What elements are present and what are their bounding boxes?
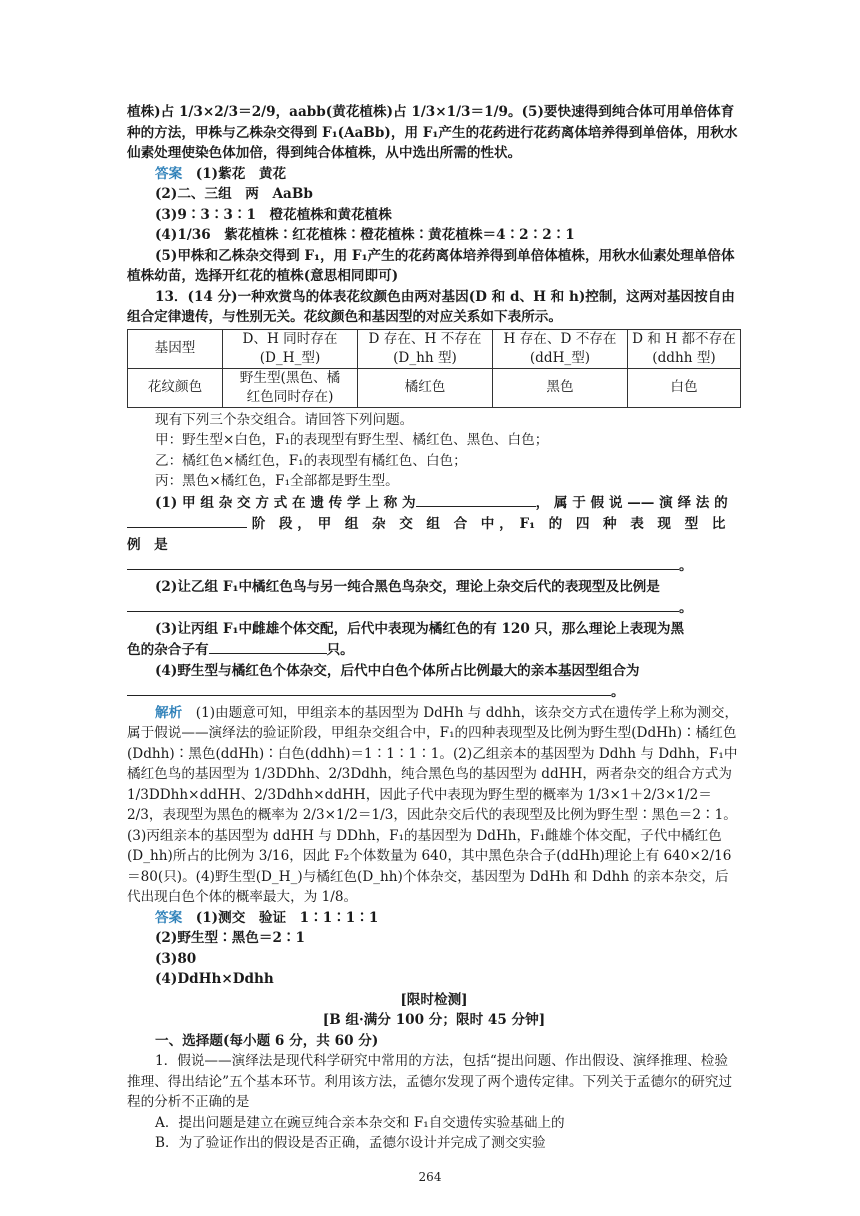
question-1-stem: 1．假说——演绎法是现代科学研究中常用的方法，包括“提出问题、作出假设、演绎推理、检验推理、得出结论”五个基本环节。利用该方法，孟德尔发现了两个遗传定律。下列关于孟德尔的研究过程的分析不正确的是 (127, 1053, 733, 1110)
phenotype-table (127, 329, 741, 408)
answer-line-1 (127, 164, 741, 185)
q1-text: (1) 甲 组 杂 交 方 式 在 遗 传 学 上 称 为 (155, 494, 416, 511)
answer-label: 答案 (155, 165, 183, 182)
sub-question-2: (2)让乙组 F₁中橘红色鸟与另一纯合黑色鸟杂交，理论上杂交后代的表现型及比例是 (155, 578, 660, 595)
analysis-text: (1)由题意可知，甲组亲本的基因型为 DdHh 与 ddhh，该杂交方式在遗传学上称为测交，属于假说——演绎法的验证阶段，甲组杂交组合中，F₁的四种表现型及比例为野生型(DdHh)∶橘红色(Ddhh)∶黑色(ddHh)∶白色(ddhh)＝1∶1∶1∶1。(2)乙组亲本的基因型为 Ddhh 与 Ddhh，F₁中橘红色鸟的基因型为 1/3DDhh、2/3Ddhh，纯合黑色鸟的基因型为 ddHH，两者杂交的组合方式为 1/3DDhh×ddHH、2/3Ddhh×ddHH，因此子代中表现为野生型的概率为 1/3×1＋2/3×1/2＝2/3，表现型为黑色的概率为 2/3×1/2＝1/3，因此杂交后代的表现型及比例为野生型∶黑色＝2∶1。(3)丙组亲本的基因型为 ddHH 与 DDhh，F₁的基因型为 DdHh，F₁雌雄个体交配，子代中橘红色(D_hh)所占的比例为 3/16，因此 F₂个体数量为 640，其中黑色杂合子(ddHh)理论上有 640×2/16＝80(只)。(4)野生型(D_H_)与橘红色(D_hh)个体杂交，基因型为 DdHh 和 Ddhh 的亲本杂交，后代出现白色个体的概率最大，为 1/8。 (127, 704, 739, 905)
period: 。 (679, 600, 693, 616)
cross-bing: 丙：黑色×橘红色，F₁全部都是野生型。 (155, 473, 399, 489)
answer-blank[interactable] (127, 555, 679, 570)
analysis-paragraph (127, 703, 741, 908)
table-cell: 花纹颜色 (128, 368, 223, 407)
period: 。 (679, 558, 693, 574)
period: 。 (611, 684, 625, 700)
table-cell: 基因型 (128, 329, 223, 368)
sub-question-4-end (127, 681, 741, 703)
page-number: 264 (418, 1170, 442, 1184)
answer-blank[interactable] (127, 513, 247, 528)
answer-line-4: (4)1/36 紫花植株∶红花植株∶橙花植株∶黄花植株＝4∶2∶2∶1 (155, 227, 575, 243)
answer-blank[interactable] (127, 681, 611, 696)
table-cell: D、H 同时存在 (D_H_型) (223, 329, 358, 368)
sub-question-1-end (127, 555, 741, 577)
analysis-label: 解析 (155, 704, 183, 721)
sub-question-3-cont (127, 639, 741, 661)
answer-blank[interactable] (127, 597, 679, 612)
answer2-line-3: (3)80 (155, 950, 197, 967)
q3-text: 色的杂合子有 (127, 642, 209, 658)
prev-analysis-tail: 植株)占 1/3×2/3＝2/9，aabb(黄花植株)占 1/3×1/3＝1/9。(5)要快速得到纯合体可用单倍体育种的方法，甲株与乙株杂交得到 F₁(AaBb)，用 F₁产生的花药进行花药离体培养得到单倍体，用秋水仙素处理使染色体加倍，得到纯合体植株，从中选出所需的性状。 (127, 104, 738, 161)
part-heading: 一、选择题(每小题 6 分，共 60 分) (155, 1032, 379, 1049)
table-cell: 白色 (628, 368, 741, 407)
sub-question-1 (127, 492, 741, 514)
cross-intro: 现有下列三个杂交组合。请回答下列问题。 (155, 411, 414, 428)
answer-line-5: (5)甲株和乙株杂交得到 F₁，用 F₁产生的花药离体培养得到单倍体植株，用秋水仙素处理单倍体植株幼苗，选择开红花的植株(意思相同即可) (127, 247, 735, 284)
sub-question-1-cont (127, 513, 741, 555)
table-row (128, 368, 741, 407)
table-cell: 橘红色 (358, 368, 493, 407)
cross-jia: 甲：野生型×白色，F₁的表现型有野生型、橘红色、黑色、白色； (155, 432, 549, 448)
sub-question-3: (3)让丙组 F₁中雌雄个体交配，后代中表现为橘红色的有 120 只，那么理论上表现为黑 (155, 620, 685, 637)
answer-line-3: (3)9∶3∶3∶1 橙花植株和黄花植株 (155, 206, 392, 223)
table-cell: 黑色 (493, 368, 628, 407)
sub-question-4: (4)野生型与橘红色个体杂交，后代中白色个体所占比例最大的亲本基因型组合为 (155, 662, 640, 679)
page-content (127, 102, 741, 1154)
table-row (128, 329, 741, 368)
answer2-line-2: (2)野生型∶黑色＝2∶1 (155, 930, 305, 946)
option-b: B．为了验证作出的假设是否正确，孟德尔设计并完成了测交实验 (155, 1135, 546, 1151)
q3-text: 只。 (326, 642, 354, 658)
table-cell: H 存在、D 不存在 (ddH_型) (493, 329, 628, 368)
option-a: A．提出问题是建立在豌豆纯合亲本杂交和 F₁自交遗传实验基础上的 (155, 1114, 565, 1131)
table-cell: D 存在、H 不存在 (D_hh 型) (358, 329, 493, 368)
answer-item: (1)紫花 黄花 (195, 165, 287, 182)
answer-blank[interactable] (209, 639, 327, 654)
answer-line-2: (2)二、三组 两 AaBb (155, 186, 313, 202)
q1-text: ， 属 于 假 说 —— 演 绎 法 的 (535, 494, 728, 511)
section-subtitle: [B 组·满分 100 分；限时 45 分钟] (322, 1012, 546, 1028)
q1-text: 阶 段 ， 甲 组 杂 交 组 合 中 ， F₁ 的 四 种 表 现 型 比 例 是 (127, 516, 739, 553)
section-title: [限时检测] (400, 991, 468, 1008)
sub-question-2-end (127, 597, 741, 619)
table-cell: D 和 H 都不存在 (ddhh 型) (628, 329, 741, 368)
answer2-line-1 (127, 908, 741, 929)
question-13-stem: 13．(14 分)一种欢赏鸟的体表花纹颜色由两对基因(D 和 d、H 和 h)控制，这两对基因按自由组合定律遗传，与性别无关。花纹颜色和基因型的对应关系如下表所示。 (127, 288, 735, 325)
table-cell: 野生型(黑色、橘 红色同时存在) (223, 368, 358, 407)
answer2-line-4: (4)DdHh×Ddhh (155, 971, 274, 987)
answer-item: (1)测交 验证 1∶1∶1∶1 (195, 909, 379, 926)
answer-blank[interactable] (416, 492, 536, 507)
cross-yi: 乙：橘红色×橘红色，F₁的表现型有橘红色、白色； (155, 452, 467, 469)
answer-label: 答案 (155, 909, 183, 926)
